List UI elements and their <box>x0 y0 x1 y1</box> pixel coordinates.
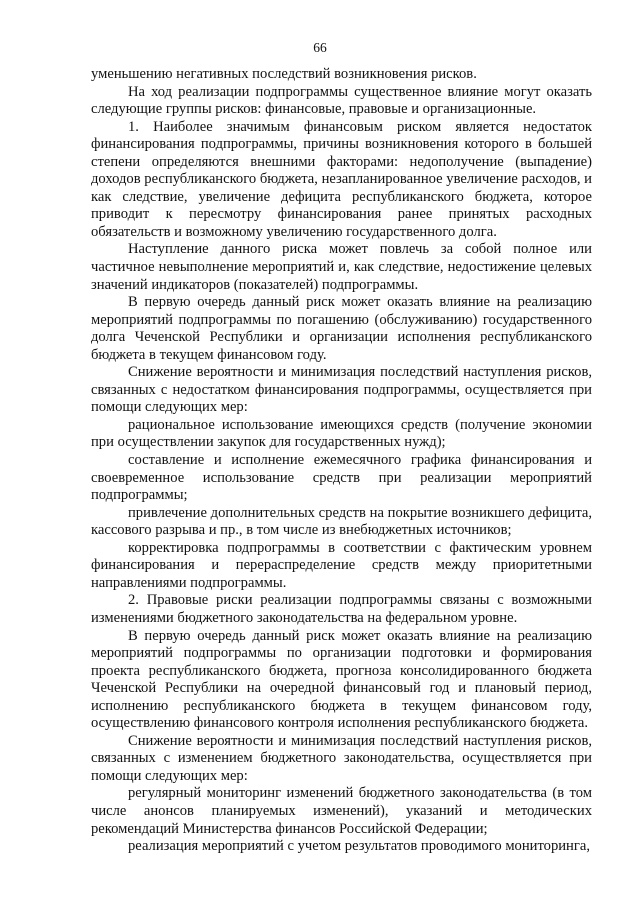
paragraph-continuation: уменьшению негативных последствий возникновения рисков. <box>91 66 477 82</box>
paragraph-legal-mitigation-intro: Снижение вероятности и минимизация последствий наступления рисков, связанных с изменением бюджетного законодательства, осуществляется при помощи следующих мер: <box>91 732 592 784</box>
paragraph-financial-risk: 1. Наиболее значимым финансовым риском является недостаток финансирования подпрограммы, причины возникновения которого в большей степени определяются внешними факторами: недополучение (выпадение) доходов республиканского бюджета, незапланированное увеличение расходов, и как следствие, увеличение дефицита республиканского бюджета, которое приводит к пересмотру финансирования ранее принятых расходных обязательств и возможному увеличению государственного долга. <box>91 118 592 240</box>
list-item-schedule: составление и исполнение ежемесячного графика финансирования и своевременное использование средств при реализации мероприятий подпрограммы; <box>91 452 592 504</box>
list-item-rational-use: рациональное использование имеющихся средств (получение экономии при осуществлении закупок для государственных нужд); <box>91 416 592 451</box>
list-item-additional-funds: привлечение дополнительных средств на покрытие возникшего дефицита, кассового разрыва и пр., в том числе из внебюджетных источников; <box>91 504 592 539</box>
list-item-implementation: реализация мероприятий с учетом результатов проводимого мониторинга, <box>128 838 590 855</box>
list-item-monitoring: регулярный мониторинг изменений бюджетного законодательства (в том числе анонсов планируемых изменений), указаний и методических рекомендаций Министерства финансов Российской Федерации; <box>91 785 592 837</box>
document-body <box>91 66 592 856</box>
paragraph-risk-consequences: Наступление данного риска может повлечь за собой полное или частичное невыполнение мероприятий и, как следствие, недостижение целевых значений индикаторов (показателей) подпрограммы. <box>91 241 592 293</box>
paragraph-risk-impact: В первую очередь данный риск может оказать влияние на реализацию мероприятий подпрограммы по погашению (обслуживанию) государственного долга Чеченской Республики и организации исполнения республиканского бюджета в текущем финансовом году. <box>91 294 592 363</box>
paragraph-mitigation-intro: Снижение вероятности и минимизация последствий наступления рисков, связанных с недостатком финансирования подпрограммы, осуществляется при помощи следующих мер: <box>91 364 592 416</box>
paragraph-risk-groups: На ход реализации подпрограммы существенное влияние могут оказать следующие группы рисков: финансовые, правовые и организационные. <box>91 83 592 118</box>
page-number: 66 <box>313 40 327 55</box>
paragraph-legal-risk: 2. Правовые риски реализации подпрограммы связаны с возможными изменениями бюджетного законодательства на федеральном уровне. <box>91 592 592 626</box>
paragraph-legal-risk-impact: В первую очередь данный риск может оказать влияние на реализацию мероприятий подпрограммы по организации подготовки и формирования проекта республиканского бюджета, прогноза консолидированного бюджета Чеченской Республики на очередной финансовый год и плановый период, исполнению республиканского бюджета в текущем финансовом году, осуществлению финансового контроля исполнения республиканского бюджета. <box>91 627 592 732</box>
list-item-adjustment: корректировка подпрограммы в соответствии с фактическим уровнем финансирования и перераспределение средств между приоритетными направлениями подпрограммы. <box>91 539 592 591</box>
